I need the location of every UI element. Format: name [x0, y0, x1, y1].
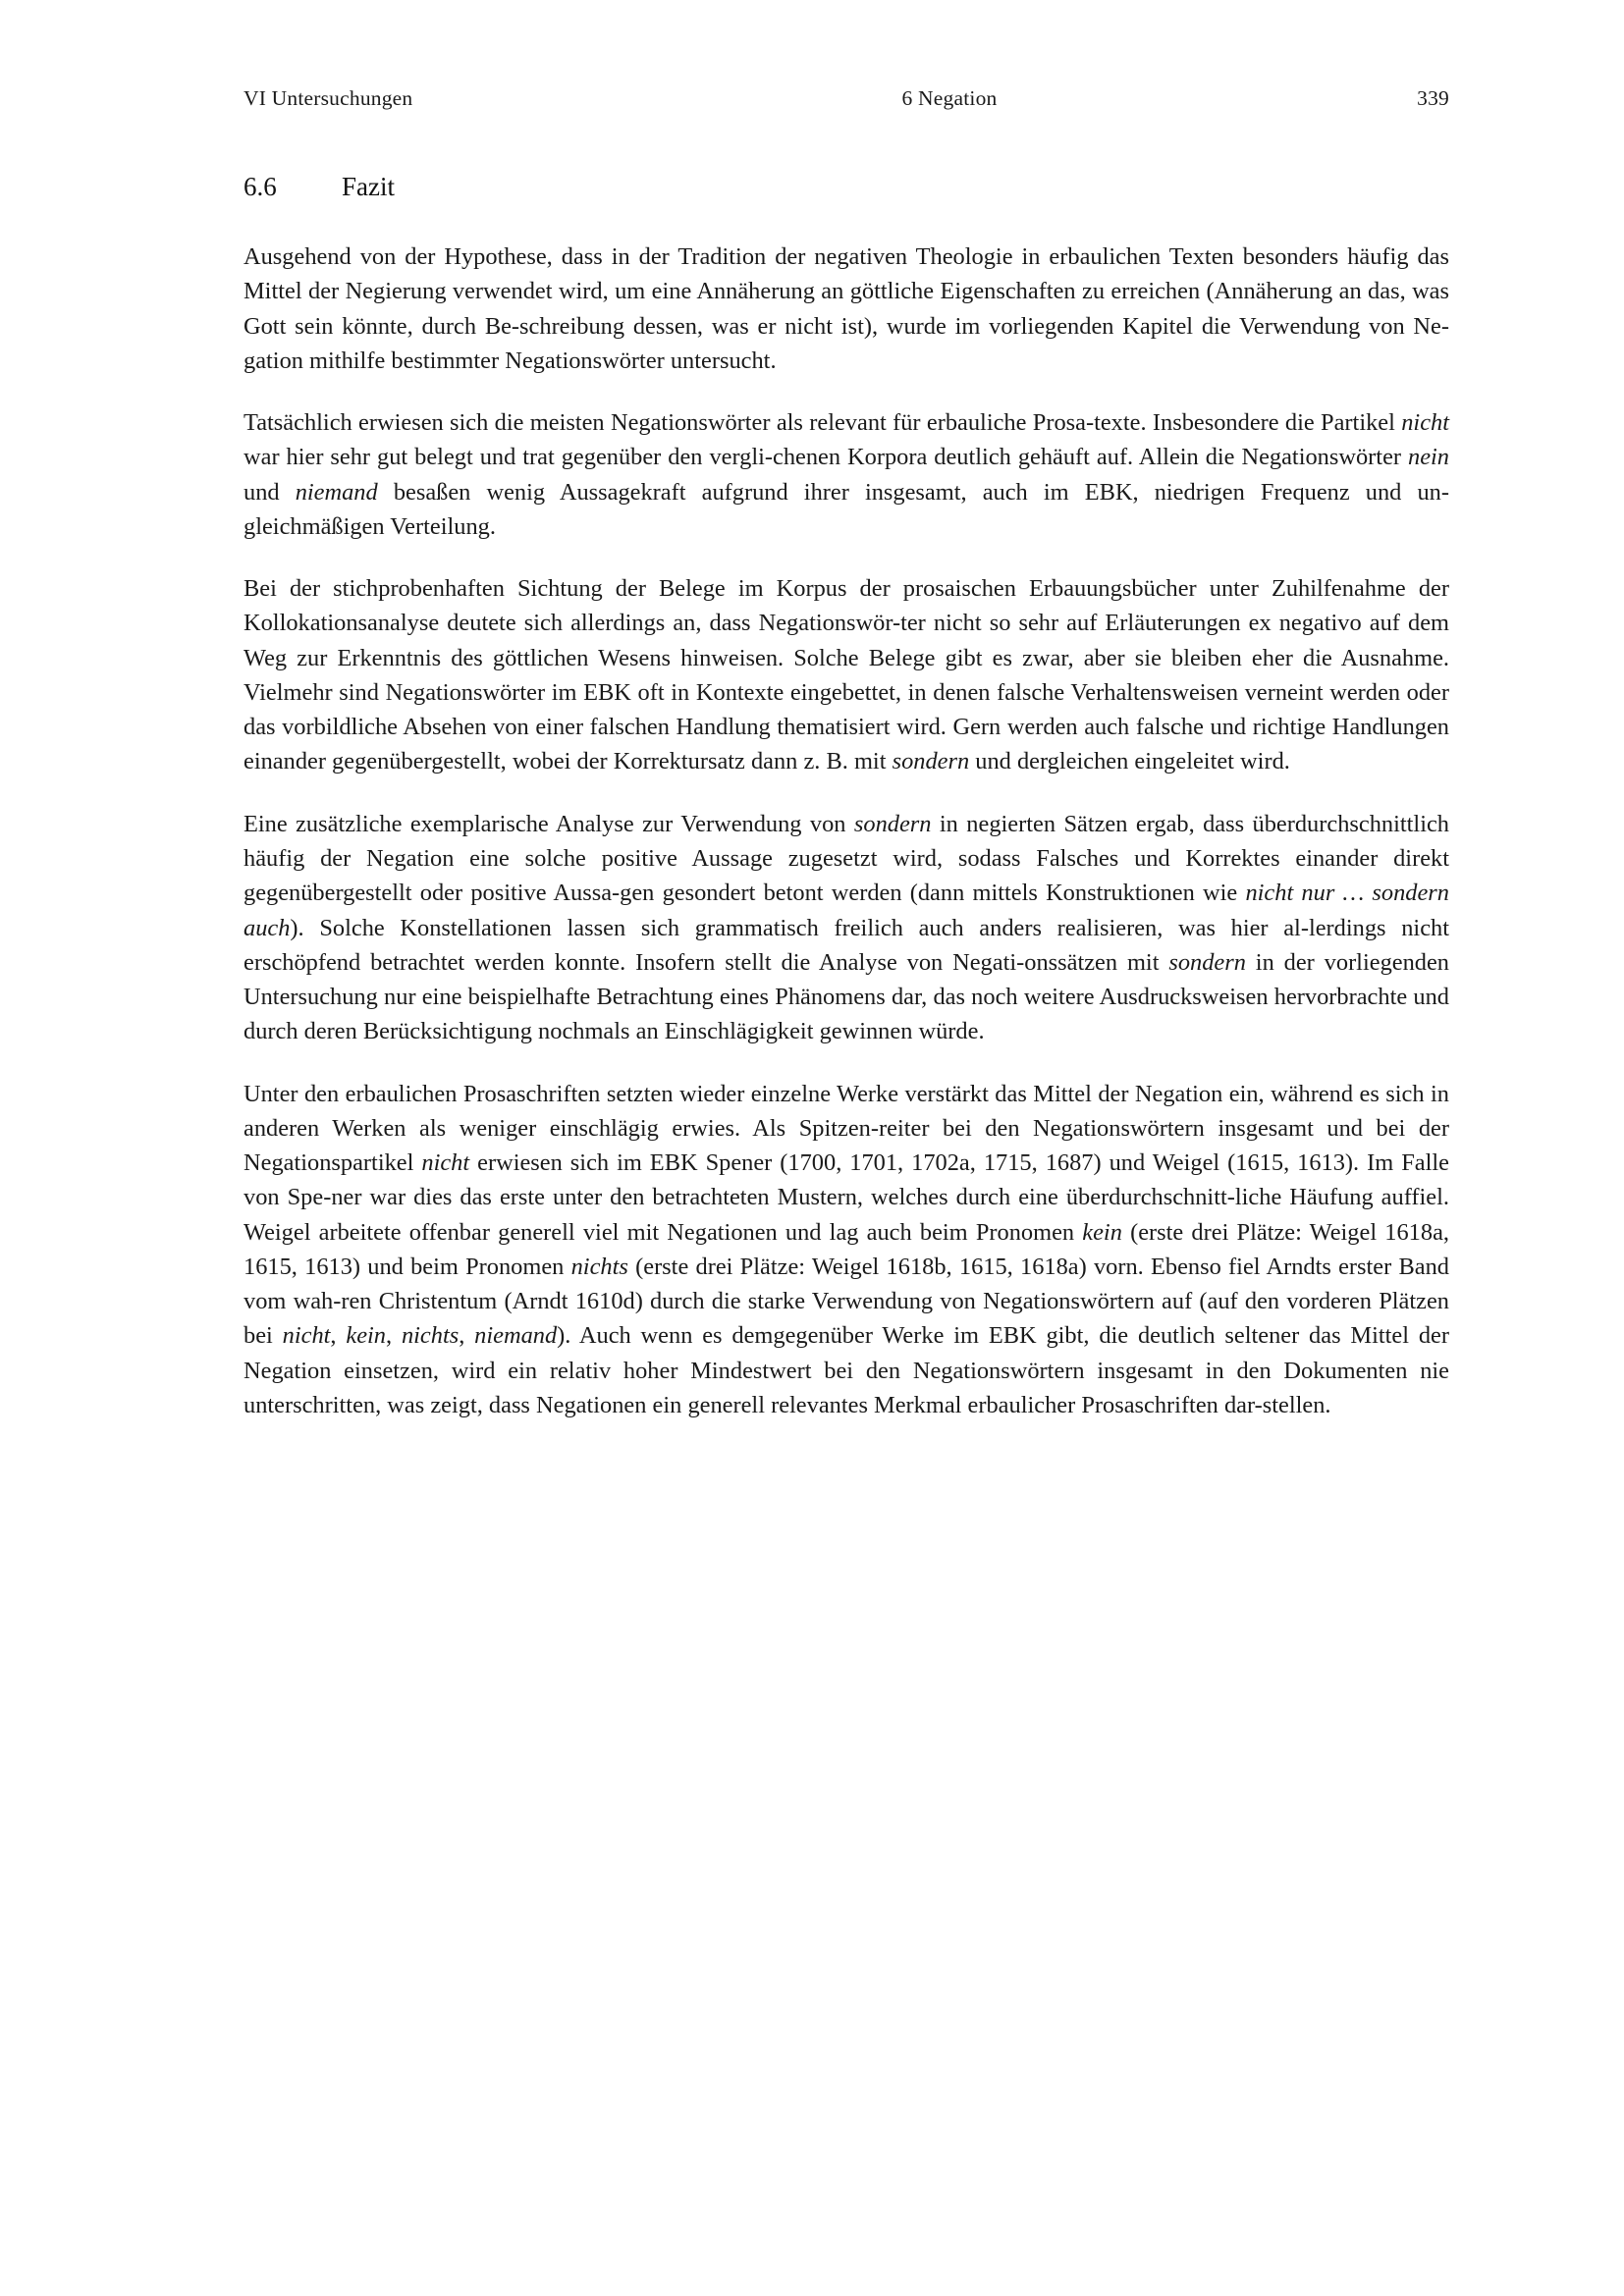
text-run: war hier sehr gut belegt und trat gegenüber den vergli-chenen Korpora deutlich gehäuft auf. Allein die Negationswörter — [244, 444, 1408, 471]
running-head-center: 6 Negation — [901, 86, 998, 110]
section-number: 6.6 — [244, 172, 277, 201]
paragraph — [244, 807, 1449, 1049]
emphasis-text: nichts — [570, 1253, 628, 1280]
emphasis-text: sondern — [1168, 948, 1246, 976]
text-run: und dergleichen eingeleitet wird. — [969, 748, 1290, 775]
text-run: Unter den erbaulichen Prosaschriften setzten wieder einzelne Werke verstärkt das Mittel der Negation ein, während es sich in anderen Werken als weniger einschlägig erwies. Als Spitzen-reiter bei den Negationswörtern insgesamt und bei der Negationspartikel — [244, 1080, 1449, 1177]
emphasis-text: niemand — [474, 1322, 558, 1350]
text-run: erwiesen sich im EBK Spener (1700, 1701, 1702a, 1715, 1687) und Weigel (1615, 1613). Im Falle von Spe-ner war dies das erste unter den betrachteten Mustern, welches durch eine überdurchschnitt-liche Häufung auffiel. Weigel arbeitete offenbar generell viel mit Negationen und lag auch beim Pronomen — [244, 1149, 1449, 1246]
emphasis-text: nichts — [401, 1322, 460, 1350]
text-run: , — [386, 1322, 402, 1350]
text-run: (erste drei Plätze: Weigel 1618b, 1615, 1618a) vorn. Ebenso fiel Arndts erster Band vom wah-ren Christentum (Arndt 1610d) durch die starke Verwendung von Negationswörtern auf (auf den vorderen Plätzen bei — [244, 1253, 1449, 1350]
text-run: Bei der stichprobenhaften Sichtung der Belege im Korpus der prosaischen Erbauungsbücher unter Zuhilfenahme der Kollokationsanalyse deutete sich allerdings an, dass Negationswör-ter nicht so sehr auf Erläuterungen ex negativo auf dem Weg zur Erkenntnis des göttlichen Wesens hinweisen. Solche Belege gibt es zwar, aber sie bleiben eher die Ausnahme. Vielmehr sind Negationswörter im EBK oft in Kontexte eingebettet, in denen falsche Verhaltensweisen verneint werden oder das vorbildliche Absehen von einer falschen Handlung thematisiert wird. Gern werden auch falsche und richtige Handlungen einander gegenübergestellt, wobei der Korrektursatz dann z. B. mit — [244, 575, 1449, 775]
emphasis-text: sondern — [853, 810, 932, 837]
text-run: Tatsächlich erwiesen sich die meisten Negationswörter als relevant für erbauliche Prosa-texte. Insbesondere die Partikel — [244, 409, 1402, 437]
running-head — [244, 86, 1449, 111]
emphasis-text: nein — [1408, 444, 1449, 471]
text-run: in negierten Sätzen ergab, dass überdurchschnittlich häufig der Negation eine solche positive Aussage zugesetzt wird, sodass Falsches und Korrektes einander direkt gegenübergestellt oder positive Aussa-gen gesondert betont werden (dann mittels Konstruktionen wie — [244, 810, 1449, 907]
emphasis-text: nicht — [282, 1322, 331, 1350]
text-run: in der vorliegenden Untersuchung nur eine beispielhafte Betrachtung eines Phänomens dar, das noch weitere Ausdrucksweisen hervorbrachte und durch deren Berücksichtigung nochmals an Einschlägigkeit gewinnen würde. — [244, 948, 1449, 1045]
text-run: (erste drei Plätze: Weigel 1618a, 1615, 1613) und beim Pronomen — [244, 1218, 1449, 1280]
text-run: besaßen wenig Aussagekraft aufgrund ihrer insgesamt, auch im EBK, niedrigen Frequenz und un-gleichmäßigen Verteilung. — [244, 478, 1449, 540]
text-run: , — [459, 1322, 475, 1350]
page-content — [244, 86, 1449, 1422]
text-run: ). Auch wenn es demgegenüber Werke im EBK gibt, die deutlich seltener das Mittel der Negation einsetzen, wird ein relativ hoher Mindestwert bei den Negationswörtern insgesamt in den Dokumenten nie unterschritten, was zeigt, dass Negationen ein generell relevantes Merkmal erbaulicher Prosaschriften dar-stellen. — [244, 1322, 1450, 1418]
emphasis-text: kein — [1082, 1218, 1122, 1246]
emphasis-text: kein — [346, 1322, 386, 1350]
emphasis-text: nicht — [421, 1149, 470, 1177]
paragraph — [244, 240, 1449, 378]
paragraph — [244, 571, 1449, 779]
running-head-left: VI Untersuchungen — [244, 86, 413, 110]
emphasis-text: sondern — [892, 748, 970, 775]
page-number: 339 — [1417, 86, 1449, 110]
paragraph — [244, 405, 1449, 544]
paragraph — [244, 1077, 1449, 1423]
page-title: Fazit — [342, 172, 395, 201]
text-run: ). Solche Konstellationen lassen sich grammatisch freilich auch anders realisieren, was hier al-lerdings nicht erschöpfend betrachtet werden konnte. Insofern stellt die Analyse von Negati-onssätzen mit — [244, 914, 1449, 976]
text-run: und — [244, 478, 296, 506]
text-run: Eine zusätzliche exemplarische Analyse zur Verwendung von — [244, 810, 854, 837]
body-text — [244, 240, 1449, 1422]
emphasis-text: nicht nur … sondern auch — [244, 880, 1449, 941]
text-run: Ausgehend von der Hypothese, dass in der Tradition der negativen Theologie in erbaulichen Texten besonders häufig das Mittel der Negierung verwendet wird, um eine Annäherung an göttliche Eigenschaften zu erreichen (Annäherung an das, was Gott sein könnte, durch Be-schreibung dessen, was er nicht ist), wurde im vorliegenden Kapitel die Verwendung von Ne-gation mithilfe bestimmter Negationswörter untersucht. — [244, 243, 1449, 374]
emphasis-text: niemand — [295, 478, 378, 506]
text-run: , — [330, 1322, 347, 1350]
emphasis-text: nicht — [1401, 409, 1449, 437]
section-heading — [244, 172, 1449, 202]
